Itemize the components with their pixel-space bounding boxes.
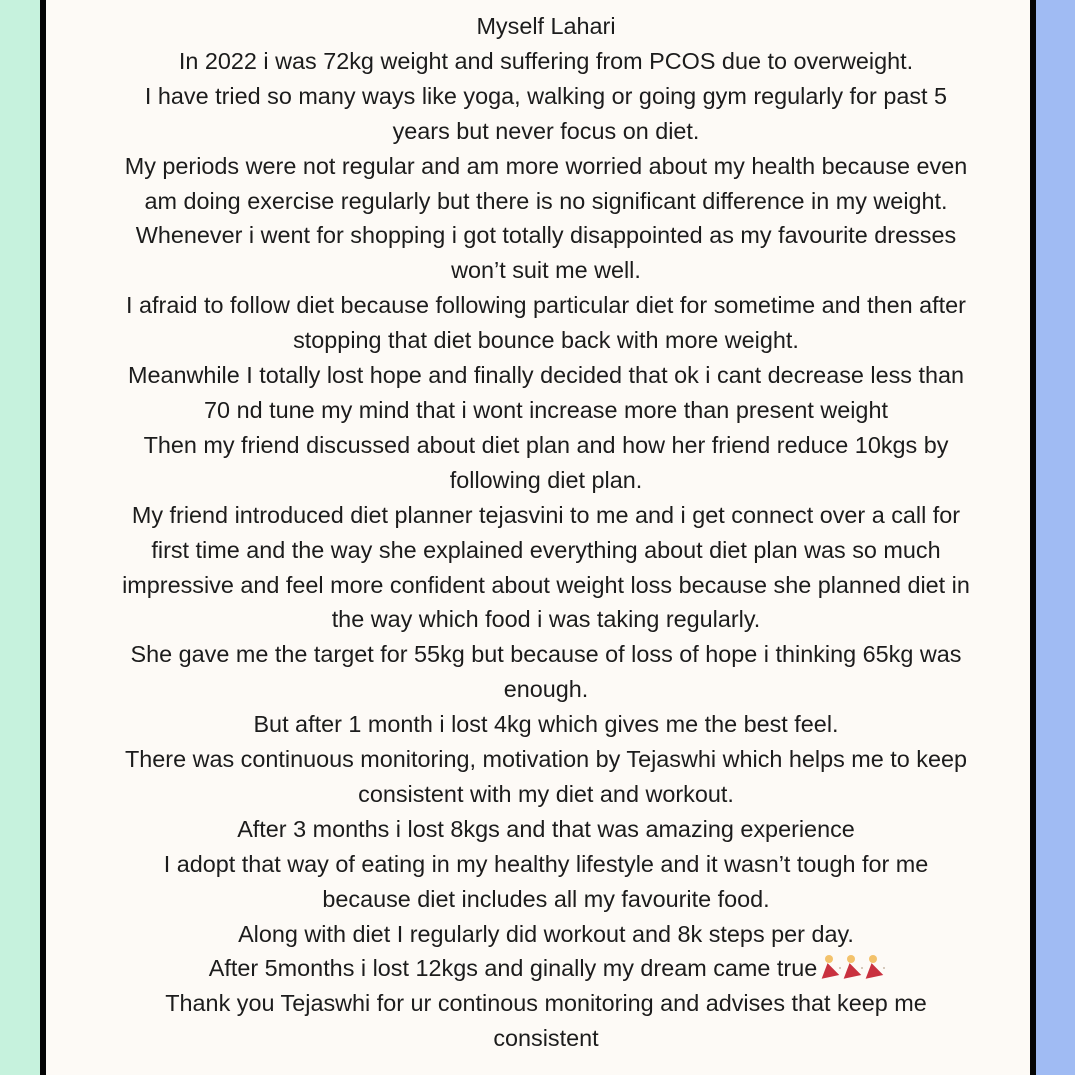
story-line: consistent with my diet and workout. — [358, 780, 734, 807]
story-line: I afraid to follow diet because following particular diet for sometime and then after — [126, 292, 966, 319]
story-line: In 2022 i was 72kg weight and suffering from PCOS due to overweight. — [178, 47, 914, 74]
story-line: Along with diet I regularly did workout and 8k steps per day. — [238, 920, 854, 947]
story-line: stopping that diet bounce back with more weight. — [293, 327, 799, 354]
story-line: I adopt that way of eating in my healthy lifestyle and it wasn’t tough for me — [163, 850, 929, 877]
dancing-woman-icon — [862, 955, 883, 979]
story-line-text: After 5months i lost 12kgs and ginally my dream came true — [208, 955, 818, 982]
story-line: the way which food i was taking regularly. — [331, 606, 761, 633]
dancing-woman-icon — [818, 955, 839, 979]
story-line: Whenever i went for shopping i got totally disappointed as my favourite dresses — [135, 222, 957, 249]
story-line: There was continuous monitoring, motivation by Tejaswhi which helps me to keep — [124, 746, 968, 773]
dancing-woman-icon — [840, 955, 861, 979]
story-line: consistent — [493, 1025, 599, 1052]
story-line-with-emoji — [44, 951, 1048, 986]
story-line: following diet plan. — [449, 466, 643, 493]
story-line-name: Myself Lahari — [476, 13, 616, 39]
story-line: I have tried so many ways like yoga, walking or going gym regularly for past 5 — [144, 82, 948, 109]
story-line: first time and the way she explained everything about diet plan was so much — [151, 536, 941, 563]
story-line: enough. — [503, 676, 589, 703]
story-line: Meanwhile I totally lost hope and finally decided that ok i cant decrease less than — [127, 362, 965, 389]
story-line: because diet includes all my favourite food. — [322, 885, 770, 912]
story-line: Thank you Tejaswhi for ur continous monitoring and advises that keep me — [165, 990, 927, 1017]
story-line: years but never focus on diet. — [392, 117, 700, 144]
story-line: My friend introduced diet planner tejasvini to me and i get connect over a call for — [131, 501, 961, 528]
left-color-strip — [0, 0, 40, 1075]
story-line: impressive and feel more confident about weight loss because she planned diet in — [122, 571, 970, 598]
story-line: am doing exercise regularly but there is no significant difference in my weight. — [144, 187, 948, 214]
testimonial-text — [44, 9, 1048, 1056]
story-line: Then my friend discussed about diet plan and how her friend reduce 10kgs by — [143, 431, 949, 458]
story-line: But after 1 month i lost 4kg which gives me the best feel. — [253, 711, 839, 738]
story-line: won’t suit me well. — [451, 257, 641, 284]
story-line: My periods were not regular and am more worried about my health because even — [124, 152, 968, 179]
story-line: 70 nd tune my mind that i wont increase more than present weight — [204, 396, 888, 423]
story-line: After 3 months i lost 8kgs and that was amazing experience — [237, 815, 855, 842]
story-line: She gave me the target for 55kg but because of loss of hope i thinking 65kg was — [130, 641, 962, 668]
